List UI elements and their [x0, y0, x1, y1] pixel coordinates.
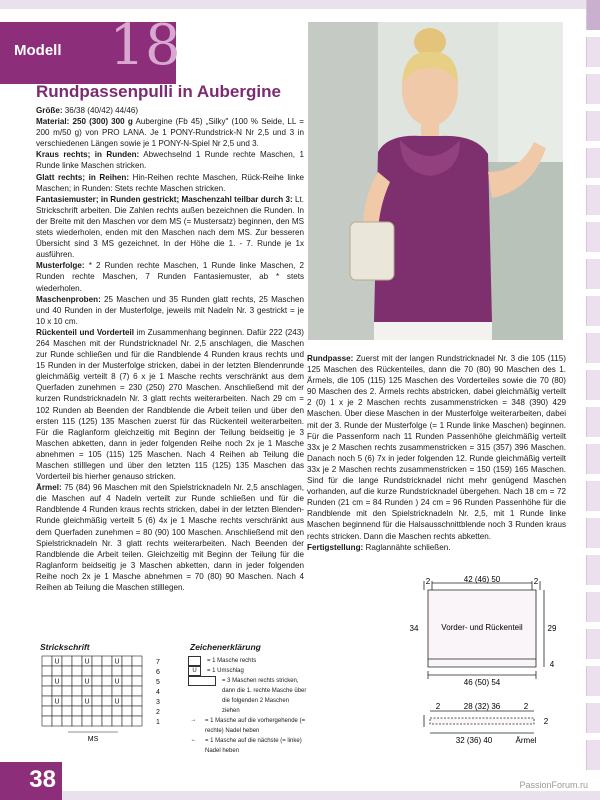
- chart-cell: [72, 656, 82, 666]
- chart-cell: [102, 676, 112, 686]
- chart-cell: [132, 676, 142, 686]
- side-tab: [586, 555, 600, 585]
- chart-title: Strickschrift: [40, 642, 90, 652]
- chart-cell: [62, 656, 72, 666]
- chart-row-number: 6: [156, 669, 160, 676]
- side-tab: [586, 74, 600, 104]
- side-tab: [586, 185, 600, 215]
- chart-yarn-over: U: [84, 678, 90, 686]
- chart-cell: [92, 706, 102, 716]
- paragraph-label: Material: 250 (300) 300 g: [36, 117, 133, 127]
- chart-cell: [62, 716, 72, 726]
- chart-cell: [72, 666, 82, 676]
- instructions-right: [307, 353, 566, 553]
- chart-yarn-over: U: [84, 698, 90, 706]
- chart-cell: [82, 686, 92, 696]
- chart-yarn-over: U: [54, 658, 60, 666]
- legend-text: = 3 Maschen rechts stricken, dann die 1. rechte Masche über die folgenden 2 Maschen ziehen: [222, 678, 307, 714]
- paragraph: [36, 105, 304, 116]
- side-tab: [586, 518, 600, 548]
- chart-cell: [112, 686, 122, 696]
- schematic-sleeve-top: 28 (32) 36: [463, 702, 501, 711]
- chart-cell: [132, 706, 142, 716]
- legend-item: [188, 666, 308, 676]
- chart-cell: [72, 676, 82, 686]
- chart-yarn-over: U: [54, 678, 60, 686]
- chart-yarn-over: U: [84, 658, 90, 666]
- top-stripe: [0, 0, 600, 9]
- chart-cell: [52, 666, 62, 676]
- chart-yarn-over: U: [114, 678, 120, 686]
- legend-title: Zeichenerklärung: [190, 642, 261, 652]
- chart-cell: [112, 716, 122, 726]
- side-tab: [586, 148, 600, 178]
- paragraph: [36, 294, 304, 327]
- paragraph-label: Fertigstellung:: [307, 542, 364, 552]
- chart-cell: [92, 656, 102, 666]
- legend-text: = 1 Umschlag: [207, 668, 244, 674]
- paragraph-label: Ärmel:: [36, 483, 62, 493]
- paragraph-label: Größe:: [36, 106, 63, 115]
- chart-cell: [122, 656, 132, 666]
- paragraph: [36, 149, 304, 171]
- chart-cell: [42, 686, 52, 696]
- chart-cell: [42, 716, 52, 726]
- bottom-stripe: [0, 791, 600, 800]
- chart-cell: [72, 686, 82, 696]
- model-photo: [308, 22, 563, 340]
- side-tab: [586, 370, 600, 400]
- paragraph-text: 36/38 (40/42) 44/46): [62, 106, 139, 115]
- chart-cell: [42, 696, 52, 706]
- chart-cell: [82, 666, 92, 676]
- chart-cell: [72, 696, 82, 706]
- chart-cell: [132, 716, 142, 726]
- chart-row-number: 4: [156, 689, 160, 696]
- chart-cell: [102, 706, 112, 716]
- schematic-sleeve-margin-right: 2: [523, 702, 529, 711]
- chart-cell: [42, 656, 52, 666]
- chart-cell: [102, 686, 112, 696]
- chart-yarn-over: U: [114, 698, 120, 706]
- schematic-sleeve-margin-left: 2: [435, 702, 441, 711]
- paragraph-text: im Zusammenhang beginnen. Dafür 222 (243) 264 Maschen mit der Rundstricknadel Nr. 2,5 anschlagen, die Maschen zur Runde schließen und für die Randblende 4 Runden kraus rechts und 15 Runden in der Musterfolge stricken, dabei in der letzten Blendenrunde gleichmäßig verteilt 8 (7) 6 x je 1 Masche rechts verschränkt aus dem Querfaden zunehmen = 230 (250) 270 Maschen. Anschließend mit der kurzen Rundstricknadeln Nr. 3 glatt rechts weiterarbeiten. Nach 29 cm = 102 Runden ab Beenden der Randblende die Arbeit teilen und über den ersten 115 (125) 135 Maschen zuerst für das Rückenteil weiterarbeiten. Für die Raglanform gleichzeitig mit Beginn der Teilung beidseitig je 3 Maschen abketten, dann in jeder folgenden Reihe noch 2x je 1 Masche abnehmen = 105 (115) 125 Maschen. Nach 4 Reihen ab Teilung die Maschen stilllegen und über den letzten 115 (125) 135 Maschen das Vorderteil bis hierher genauso stricken.: [36, 327, 304, 482]
- chart-cell: [122, 686, 132, 696]
- paragraph: [36, 194, 304, 261]
- side-tab: [586, 666, 600, 696]
- chart-cell: [42, 706, 52, 716]
- side-tab: [586, 333, 600, 363]
- chart-cell: [62, 666, 72, 676]
- instructions-left: [36, 105, 304, 593]
- legend-item: [188, 736, 308, 756]
- chart-cell: [42, 666, 52, 676]
- paragraph: [36, 327, 304, 482]
- chart-cell: [72, 716, 82, 726]
- schematic-sleeve-right-height: 2: [543, 717, 549, 726]
- paragraph-label: Fantasiemuster; in Runden gestrickt; Maschenzahl teilbar durch 3:: [36, 194, 293, 204]
- chart-cell: [132, 686, 142, 696]
- chart-cell: [52, 706, 62, 716]
- schematic-top-margin: 2: [425, 577, 431, 586]
- knitting-chart: [38, 652, 168, 742]
- side-tab: [586, 592, 600, 622]
- schematic-top-margin-right: 2: [533, 577, 539, 586]
- side-tab: [586, 629, 600, 659]
- paragraph: [36, 482, 304, 593]
- paragraph-label: Musterfolge:: [36, 261, 85, 271]
- side-tab: [586, 296, 600, 326]
- chart-yarn-over: U: [114, 658, 120, 666]
- chart-cell: [102, 656, 112, 666]
- watermark: PassionForum.ru: [519, 780, 588, 790]
- chart-cell: [112, 666, 122, 676]
- paragraph-text: Lt. Strickschrift arbeiten. Die Zahlen rechts außen bezeichnen die Runden. In der Breite mit den Maschen vor dem MS (= Mustersatz) beginnen, den MS stets wiederholen, enden mit den Maschen nach dem MS. Zur besseren Übersicht sind 3 MS gezeichnet. In der Höhe die 1. - 7. Runde je 1x ausführen.: [36, 194, 304, 260]
- paragraph-label: Kraus rechts; in Runden:: [36, 150, 140, 160]
- side-tab: [586, 481, 600, 511]
- chart-cell: [42, 676, 52, 686]
- chart-cell: [92, 686, 102, 696]
- chart-row-number: 2: [156, 709, 160, 716]
- paragraph-text: 25 Maschen und 35 Runden glatt rechts, 25 Maschen und 40 Runden in der Musterfolge, jeweils mit Nadeln Nr. 3 gestrickt = je 10 x 10 cm.: [36, 294, 304, 326]
- schematic-bottom-width: 46 (50) 54: [463, 678, 501, 687]
- paragraph: [307, 542, 566, 553]
- chart-cell: [122, 666, 132, 676]
- paragraph: [307, 353, 566, 542]
- legend-item: [188, 716, 308, 736]
- modell-label: Modell: [14, 42, 62, 59]
- chart-cell: [132, 696, 142, 706]
- paragraph-text: Aubergine (Fb 45) „Silky" (100 % Seide, LL = 200 m/50 g) von PRO LANA. Je 1 PONY-Rundstrick-N Nr 2,5 und 3 in verschiedenen Längen sowie je 1 PONY-N-Spiel Nr 2,5 und 3.: [36, 117, 304, 149]
- legend-text: = 1 Masche rechts: [207, 658, 257, 664]
- paragraph-label: Rückenteil und Vorderteil: [36, 327, 135, 337]
- chart-cell: [122, 696, 132, 706]
- schematic-body-label: Vorder- und Rückenteil: [441, 623, 523, 632]
- chart-cell: [132, 656, 142, 666]
- legend-arrow-icon: ←: [190, 737, 197, 743]
- size-schematic: [408, 575, 588, 765]
- side-tabs: [586, 0, 600, 800]
- chart-cell: [52, 716, 62, 726]
- side-tab: [586, 444, 600, 474]
- side-tab: [586, 407, 600, 437]
- paragraph-label: Rundpasse:: [307, 354, 354, 363]
- chart-cell: [92, 716, 102, 726]
- chart-cell: [92, 666, 102, 676]
- paragraph-text: Raglannähte schließen.: [363, 542, 451, 552]
- paragraph-text: Hin-Reihen rechte Maschen, Rück-Reihe linke Maschen; in Runden: Stets rechte Maschen stricken.: [36, 172, 304, 193]
- modell-number: 18: [109, 13, 181, 78]
- side-tab: [586, 740, 600, 770]
- chart-cell: [52, 686, 62, 696]
- side-tab: [586, 37, 600, 67]
- chart-row-number: 1: [156, 719, 160, 726]
- chart-row-number: 3: [156, 699, 160, 706]
- side-tab: [586, 703, 600, 733]
- chart-row-number: 7: [156, 659, 160, 666]
- legend-symbol: U: [188, 666, 201, 676]
- chart-yarn-over: U: [54, 698, 60, 706]
- chart-cell: [92, 676, 102, 686]
- chart-cell: [62, 676, 72, 686]
- page-number: 38: [0, 762, 62, 800]
- schematic-left-height: 34: [409, 624, 419, 633]
- side-tab: [586, 222, 600, 252]
- side-tab: [586, 0, 600, 30]
- chart-repeat-label: MS: [87, 736, 99, 742]
- chart-cell: [102, 696, 112, 706]
- legend-symbol: [188, 676, 216, 686]
- paragraph-text: Zuerst mit der langen Rundstricknadel Nr. 3 die 105 (115) 125 Maschen des Rückenteiles, dann die 70 (80) 90 Maschen des 1. Ärmels, die 105 (115) 125 Maschen des Vorderteiles sowie die 70 (80) 90 Maschen des 2. Ärmels rechts abstricken, dabei gleichmäßig verteilt 2 (0) 1 x je 2 Maschen rechts zusammenstricken = 348 (390) 429 Maschen. Über diese Maschen in der Musterfolge weiterarbeiten, dabei mit der 3. Runde der Musterfolge (= 1 Runde linke Maschen) beginnen. Für die Passenform nach 11 Runden Passenhöhe gleichmäßig verteilt 33x je 2 Maschen rechts zusammenstricken = 315 (357) 396 Maschen. Danach noch 5 (6) 7x in jeder folgenden 12. Runde gleichmäßig verteilt 33x je 2 Maschen rechts zusammenstricken = 150 (159) 165 Maschen. Sind für die lange Rundstricknadel nicht mehr genügend Maschen vorhanden, auf die kurze Rundstricknadel übergehen. Nach 18 cm = 72 Runden (21 cm = 84 Runden ) 24 cm = 96 Runden Passenhöhe für die Randblende mit den Spielstricknadeln Nr. 2,5, mit 1 Runde linke Maschen beginnend für die Halsausschnittblende noch 3 Runden kraus rechts stricken. Dann die Maschen rechts abketten.: [307, 354, 566, 541]
- paragraph-label: Maschenproben:: [36, 294, 101, 304]
- page-title: Rundpassenpulli in Aubergine: [36, 82, 281, 101]
- paragraph: [36, 172, 304, 194]
- chart-cell: [102, 666, 112, 676]
- legend-symbol: [188, 656, 201, 666]
- chart-cell: [72, 706, 82, 716]
- schematic-sleeve-label: Ärmel: [515, 736, 537, 745]
- side-tab: [586, 111, 600, 141]
- legend-text: = 1 Masche auf die nächste (= linke) Nadel heben: [205, 738, 302, 754]
- photo-illustration: [308, 22, 563, 340]
- schematic-top-width: 42 (46) 50: [463, 575, 501, 584]
- chart-cell: [62, 706, 72, 716]
- side-tab: [586, 259, 600, 289]
- chart-cell: [62, 686, 72, 696]
- paragraph: [36, 260, 304, 293]
- chart-cell: [62, 696, 72, 706]
- chart-row-number: 5: [156, 679, 160, 686]
- legend-item: [188, 656, 308, 666]
- chart-cell: [102, 716, 112, 726]
- chart-cell: [92, 696, 102, 706]
- paragraph-text: Abwechselnd 1 Runde rechte Maschen, 1 Runde linke Maschen stricken.: [36, 150, 304, 171]
- paragraph-label: Glatt rechts; in Reihen:: [36, 172, 130, 182]
- chart-cell: [112, 706, 122, 716]
- legend: [188, 656, 308, 756]
- chart-cell: [82, 716, 92, 726]
- schematic-sleeve-bottom: 32 (36) 40: [455, 736, 493, 745]
- chart-cell: [82, 706, 92, 716]
- chart-cell: [122, 706, 132, 716]
- chart-cell: [122, 716, 132, 726]
- legend-text: = 1 Masche auf die vorhergehende (= rechte) Nadel heben: [205, 718, 306, 734]
- chart-cell: [122, 676, 132, 686]
- schematic-hem-height: 4: [549, 660, 555, 669]
- legend-item: [188, 676, 308, 716]
- paragraph-text: * 2 Runden rechte Maschen, 1 Runde linke Maschen, 2 Runden rechte Maschen, 7 Runden Fantasiemuster, ab * stets wiederholen.: [36, 261, 304, 293]
- chart-cell: [132, 666, 142, 676]
- paragraph-text: 75 (84) 96 Maschen mit den Spielstricknadeln Nr. 2,5 anschlagen, die Maschen auf 4 Nadeln verteilt zur Runde schließen und für die Randblende 4 Runden kraus rechts stricken, dabei in der letzten Blenden-Runde gleichmäßig verteilt 5 (6) 4x je 1 Masche rechts verschränkt aus dem Querfaden zunehmen = 80 (90) 100 Maschen. Anschließend mit den Spielstricknadeln Nr. 3 glatt rechts weiterarbeiten. Nach Beenden der Randblende die Arbeit teilen. Gleichzeitig mit Beginn der Teilung für die Raglanform beidseitig je 3 Maschen abketten, dann in jeder folgenden Reihe noch 2x je 1 Masche abnehmen = 70 (80) 90 Maschen. Nach 4 Reihen ab Teilung die Maschen stilllegen.: [36, 483, 304, 593]
- paragraph: [36, 116, 304, 149]
- schematic-right-height: 29: [547, 624, 557, 633]
- legend-arrow-icon: →: [190, 717, 197, 723]
